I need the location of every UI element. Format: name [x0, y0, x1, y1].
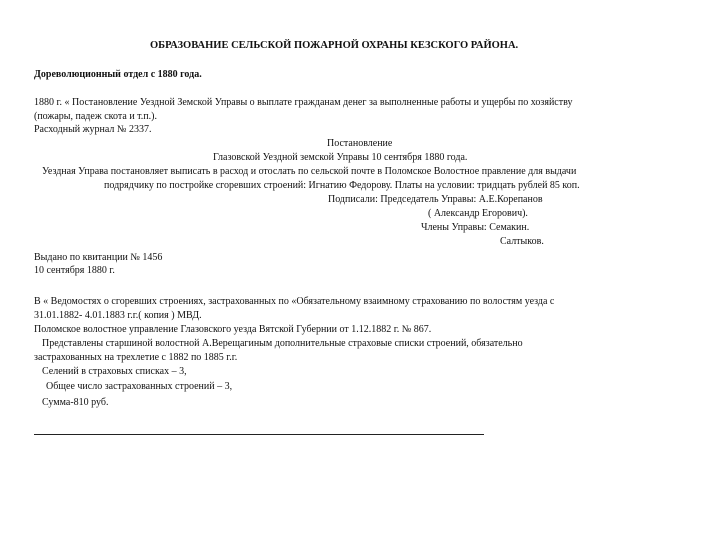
entry-1880-line2: (пожары, падеж скота и т.п.). — [34, 111, 157, 122]
gazette-stat-sum: Сумма-810 руб. — [42, 397, 109, 408]
resolution-body-line1: Уездная Управа постановляет выписать в расход и отослать по сельской почте в Поломское Волостное правление для выдачи — [42, 166, 577, 177]
resolution-body-line2: подрядчику по постройке сгоревших строений: Игнатию Федорову. Платы на условии: тридцать рублей 85 коп. — [104, 180, 580, 191]
gazette-line4: Представлены старшиной волостной А.Верещагиным дополнительные страховые списки строений, обязательно — [42, 338, 523, 349]
gazette-line5: застрахованных на трехлетие с 1882 по 1885 г.г. — [34, 352, 238, 363]
resolution-subheading: Глазовской Уездной земской Управы 10 сентября 1880 года. — [213, 152, 468, 163]
resolution-heading: Постановление — [327, 138, 393, 149]
section-heading: Дореволюционный отдел с 1880 года. — [34, 69, 202, 80]
gazette-stat-settlements: Селений в страховых списках – 3, — [42, 366, 187, 377]
resolution-signed-line2: ( Александр Егорович). — [428, 208, 528, 219]
document-title: ОБРАЗОВАНИЕ СЕЛЬСКОЙ ПОЖАРНОЙ ОХРАНЫ КЕЗСКОГО РАЙОНА. — [150, 40, 519, 51]
receipt-line1: Выдано по квитанции № 1456 — [34, 252, 163, 263]
horizontal-divider — [34, 434, 484, 435]
gazette-line2: 31.01.1882- 4.01.1883 г.г.( копия ) МВД. — [34, 310, 202, 321]
entry-1880-line1: 1880 г. « Постановление Уездной Земской Управы о выплате гражданам денег за выполненные работы и ущербы по хозяйству — [34, 97, 573, 108]
gazette-line1: В « Ведомостях о сгоревших строениях, застрахованных по «Обязательному взаимному страхованию по волостям уезда с — [34, 296, 555, 307]
resolution-signed-line1: Подписали: Председатель Управы: А.Е.Корепанов — [328, 194, 543, 205]
gazette-line3: Поломское волостное управление Глазовского уезда Вятской Губернии от 1.12.1882 г. № 867. — [34, 324, 432, 335]
resolution-members-line2: Салтыков. — [500, 236, 544, 247]
gazette-stat-buildings: Общее число застрахованных строений – 3, — [46, 381, 233, 392]
resolution-members-line1: Члены Управы: Семакин. — [421, 222, 530, 233]
entry-1880-line3: Расходный журнал № 2337. — [34, 124, 152, 135]
receipt-line2: 10 сентября 1880 г. — [34, 265, 115, 276]
